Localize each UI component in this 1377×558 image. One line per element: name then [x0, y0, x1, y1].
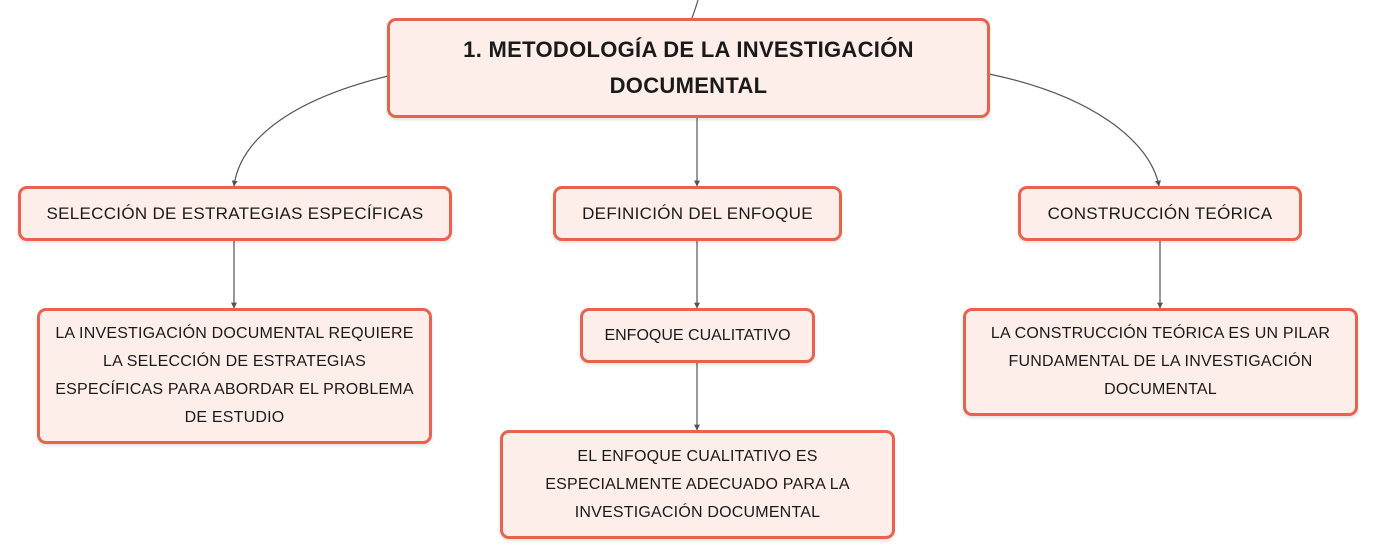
branch-node-label: CONSTRUCCIÓN TEÓRICA — [1047, 203, 1273, 223]
branch-node-label: SELECCIÓN DE ESTRATEGIAS ESPECÍFICAS — [46, 203, 424, 223]
subbranch-node-label: ENFOQUE CUALITATIVO — [604, 326, 791, 344]
detail-node-construccion[interactable] — [963, 308, 1358, 416]
branch-node-definicion[interactable] — [553, 186, 842, 241]
detail-node-label: LA INVESTIGACIÓN DOCUMENTAL REQUIERE LA SELECCIÓN DE ESTRATEGIAS ESPECÍFICAS PARA ABORDAR EL PROBLEMA DE ESTUDIO — [55, 325, 414, 426]
subbranch-node-cualitativo[interactable] — [580, 308, 815, 363]
connector-root-to-seleccion — [234, 76, 388, 186]
detail-node-cualitativo[interactable] — [500, 430, 895, 539]
detail-node-seleccion[interactable] — [37, 308, 432, 444]
detail-node-label: EL ENFOQUE CUALITATIVO ES ESPECIALMENTE ADECUADO PARA LA INVESTIGACIÓN DOCUMENTAL — [545, 447, 850, 521]
connector-root-to-construccion — [989, 74, 1159, 186]
detail-node-label: LA CONSTRUCCIÓN TEÓRICA ES UN PILAR FUNDAMENTAL DE LA INVESTIGACIÓN DOCUMENTAL — [990, 325, 1331, 398]
root-node-label: 1. METODOLOGÍA DE LA INVESTIGACIÓN DOCUMENTAL — [463, 37, 914, 98]
connector-parent-to-root — [692, 0, 698, 18]
branch-node-seleccion[interactable] — [18, 186, 452, 241]
branch-node-construccion[interactable] — [1018, 186, 1302, 241]
root-node[interactable] — [387, 18, 990, 118]
branch-node-label: DEFINICIÓN DEL ENFOQUE — [582, 203, 813, 223]
